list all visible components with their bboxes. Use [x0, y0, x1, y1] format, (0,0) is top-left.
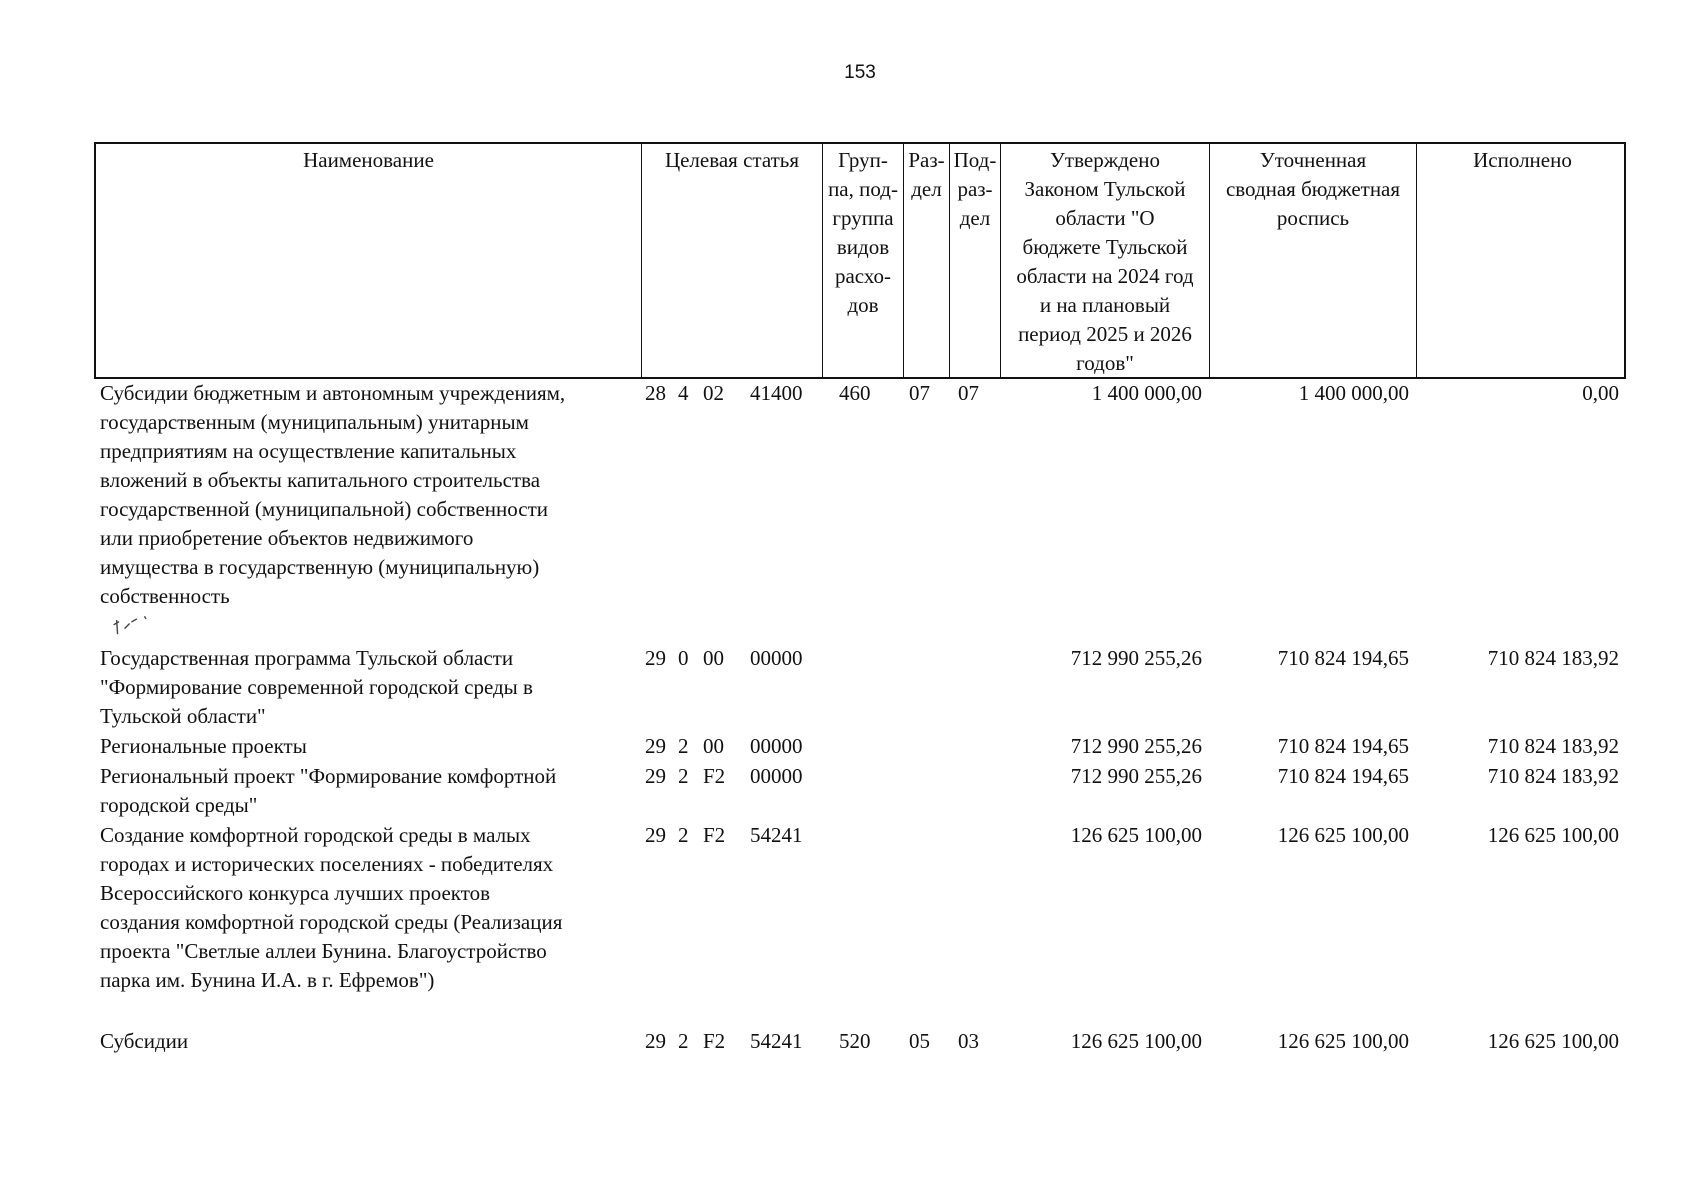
refined-amount: 710 824 194,65 — [1277, 646, 1409, 670]
section: 05 — [909, 1029, 930, 1053]
approved-amount: 126 625 100,00 — [1070, 1029, 1202, 1053]
header-expense-group: Груп- па, под- группа видов расхо- дов — [822, 144, 903, 377]
target-code-direction: 00000 — [750, 734, 803, 758]
row-name: Субсидии бюджетным и автономным учреждениям, государственным (муниципальным) унитарным предприятиям на осуществление капитальных вложений в объекты капитального строительства государственной (муниципальной) собственности или приобретение объектов недвижимого имущества в государственную (муниципальную) собственность — [100, 381, 566, 608]
target-code-direction: 00000 — [750, 764, 803, 788]
approved-amount: 712 990 255,26 — [1070, 734, 1202, 758]
table-header — [94, 142, 1626, 379]
expense-group: 460 — [839, 381, 871, 405]
header-refined: Уточненная сводная бюджетная роспись — [1209, 144, 1416, 377]
target-code-program: 29 — [645, 734, 666, 758]
refined-amount: 710 824 194,65 — [1277, 734, 1409, 758]
target-code-event: 00 — [703, 734, 724, 758]
subsection: 03 — [958, 1029, 979, 1053]
refined-amount: 126 625 100,00 — [1277, 823, 1409, 847]
target-code-program: 29 — [645, 823, 666, 847]
refined-amount: 710 824 194,65 — [1277, 764, 1409, 788]
executed-amount: 0,00 — [1582, 381, 1619, 405]
refined-amount: 1 400 000,00 — [1298, 381, 1409, 405]
target-code-program: 29 — [645, 646, 666, 670]
table-row — [94, 1027, 1626, 1057]
approved-amount: 126 625 100,00 — [1070, 823, 1202, 847]
budget-table — [94, 142, 1626, 1057]
approved-amount: 1 400 000,00 — [1091, 381, 1202, 405]
executed-amount: 710 824 183,92 — [1487, 764, 1619, 788]
table-row — [94, 762, 1626, 821]
target-code-subprogram: 2 — [678, 764, 689, 788]
approved-amount: 712 990 255,26 — [1070, 646, 1202, 670]
target-code-subprogram: 4 — [678, 381, 689, 405]
target-code-program: 29 — [645, 764, 666, 788]
target-code-subprogram: 2 — [678, 1029, 689, 1053]
row-name: Государственная программа Тульской области "Формирование современной городской среды в Тульской области" — [100, 646, 533, 728]
row-name: Субсидии — [100, 1029, 189, 1053]
table-body — [94, 379, 1626, 1057]
target-code-subprogram: 0 — [678, 646, 689, 670]
header-name: Наименование — [303, 148, 434, 172]
header-executed: Исполнено — [1416, 144, 1628, 377]
target-code-event: 00 — [703, 646, 724, 670]
row-name: Создание комфортной городской среды в малых городах и исторических поселениях - победителях Всероссийского конкурса лучших проектов создания комфортной городской среды (Реализация проекта "Светлые аллеи Бунина. Благоустройство парка им. Бунина И.А. в г. Ефремов") — [100, 823, 563, 992]
executed-amount: 710 824 183,92 — [1487, 646, 1619, 670]
executed-amount: 710 824 183,92 — [1487, 734, 1619, 758]
target-code-event: F2 — [703, 764, 726, 788]
target-code-event: F2 — [703, 823, 726, 847]
section: 07 — [909, 381, 930, 405]
target-code-subprogram: 2 — [678, 823, 689, 847]
executed-amount: 126 625 100,00 — [1487, 823, 1619, 847]
executed-amount: 126 625 100,00 — [1487, 1029, 1619, 1053]
table-row — [94, 379, 1626, 644]
target-code-direction: 00000 — [750, 646, 803, 670]
target-code-direction: 54241 — [750, 1029, 803, 1053]
target-code-direction: 54241 — [750, 823, 803, 847]
header-approved: Утверждено Законом Тульской области "О бюджете Тульской области на 2024 год и на плановый период 2025 и 2026 годов" — [1000, 144, 1209, 377]
row-name: Региональный проект "Формирование комфортной городской среды" — [100, 764, 557, 817]
handwritten-mark — [108, 609, 156, 642]
target-code-subprogram: 2 — [678, 734, 689, 758]
header-section: Раз- дел — [903, 144, 949, 377]
target-code-event: 02 — [703, 381, 724, 405]
target-code-program: 29 — [645, 1029, 666, 1053]
refined-amount: 126 625 100,00 — [1277, 1029, 1409, 1053]
expense-group: 520 — [839, 1029, 871, 1053]
subsection: 07 — [958, 381, 979, 405]
target-code-program: 28 — [645, 381, 666, 405]
target-code-event: F2 — [703, 1029, 726, 1053]
table-row — [94, 732, 1626, 762]
page-number: 153 — [844, 62, 876, 83]
table-row — [94, 644, 1626, 732]
table-row — [94, 821, 1626, 1027]
approved-amount: 712 990 255,26 — [1070, 764, 1202, 788]
target-code-direction: 41400 — [750, 381, 803, 405]
header-subsection: Под- раз- дел — [949, 144, 1000, 377]
header-target-article: Целевая статья — [641, 144, 822, 377]
row-name: Региональные проекты — [100, 734, 307, 758]
